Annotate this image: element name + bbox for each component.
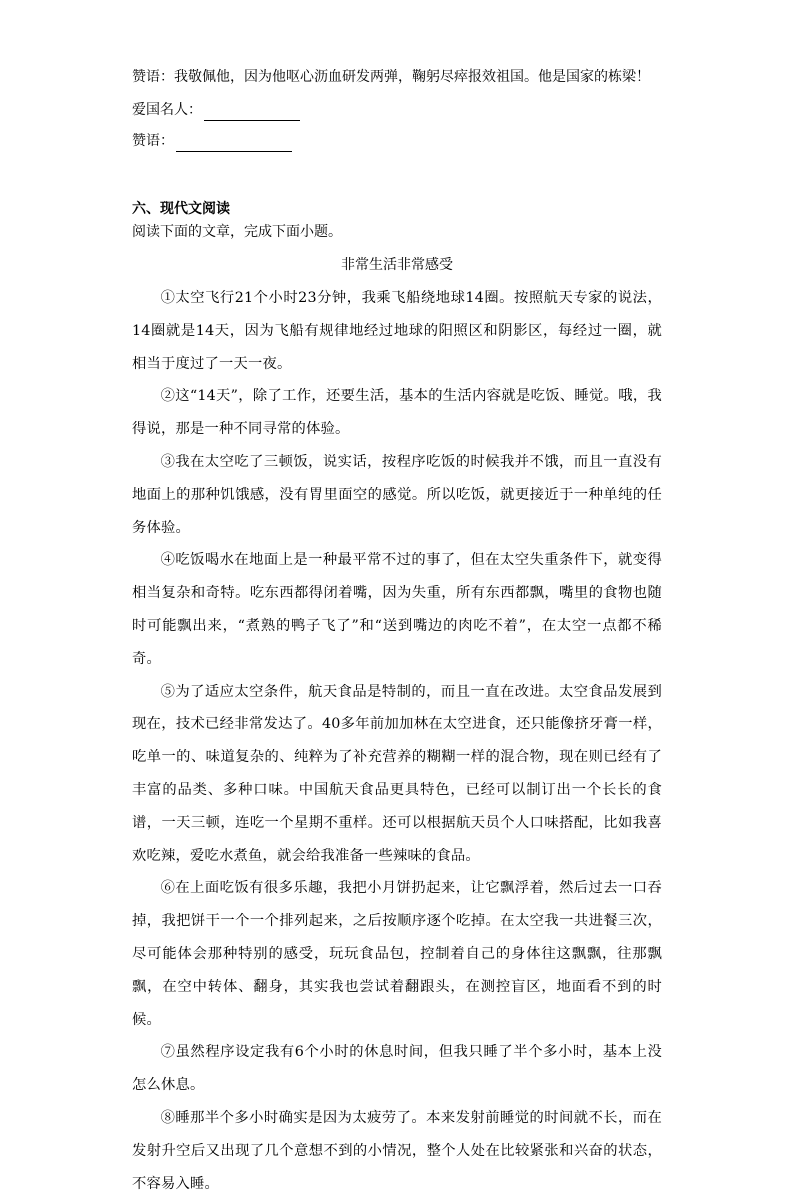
article-paragraph: ③我在太空吃了三顿饭，说实话，按程序吃饭的时候我并不饿，而且一直没有地面上的那种饥饿感，没有胃里面空的感觉。所以吃饭，就更接近于一种单纯的任务体验。	[132, 453, 662, 536]
article-paragraph: ⑥在上面吃饭有很多乐趣，我把小月饼扔起来，让它飘浮着，然后过去一口吞掉，我把饼干一个一个排列起来，之后按顺序逐个吃掉。在太空我一共进餐三次，尽可能体会那种特别的感受，玩玩食品包，控制着自己的身体往这飘飘，往那飘飘，在空中转体、翻身，其实我也尝试着翻跟头，在测控盲区，地面看不到的时候。	[132, 880, 662, 1028]
praise-row	[132, 130, 292, 152]
article-paragraph: ⑤为了适应太空条件，航天食品是特制的，而且一直在改进。太空食品发展到现在，技术已经非常发达了。40多年前加加林在太空进食，还只能像挤牙膏一样，吃单一的、味道复杂的、纯粹为了补充营养的糊糊一样的混合物，现在则已经有了丰富的品类、多种口味。中国航天食品更具特色，已经可以制订出一个长长的食谱，一天三顿，连吃一个星期不重样。还可以根据航天员个人口味搭配，比如我喜欢吃辣，爱吃水煮鱼，就会给我准备一些辣味的食品。	[132, 683, 662, 864]
praise-answer-line: 赞语：我敬佩他，因为他呕心沥血研发两弹，鞠躬尽瘁报效祖国。他是国家的栋梁！	[132, 69, 650, 85]
praise-label: 赞语：	[132, 133, 174, 149]
article-paragraph: ②这“14天”，除了工作，还要生活，基本的生活内容就是吃饭、睡觉。哦，我得说，那是一种不同寻常的体验。	[132, 388, 662, 438]
praise-blank[interactable]	[176, 135, 292, 152]
article-paragraph: ④吃饭喝水在地面上是一种最平常不过的事了，但在太空失重条件下，就变得相当复杂和奇特。吃东西都得闭着嘴，因为失重，所有东西都飘，嘴里的食物也随时可能飘出来，“煮熟的鸭子飞了”和“送到嘴边的肉吃不着”，在太空一点都不稀奇。	[132, 552, 662, 667]
section-heading: 六、现代文阅读	[132, 201, 230, 217]
patriot-name-label: 爱国名人：	[132, 102, 202, 118]
article-title: 非常生活非常感受	[341, 257, 453, 273]
patriot-name-blank[interactable]	[204, 104, 300, 121]
article-paragraph: ⑧睡那半个多小时确实是因为太疲劳了。本来发射前睡觉的时间就不长，而在发射升空后又出现了几个意想不到的小情况，整个人处在比较紧张和兴奋的状态，不容易入睡。	[132, 1109, 662, 1192]
section-instruction: 阅读下面的文章，完成下面小题。	[132, 224, 342, 240]
patriot-name-row	[132, 99, 300, 121]
article-paragraph: ①太空飞行21个小时23分钟，我乘飞船绕地球14圈。按照航天专家的说法，14圈就是14天，因为飞船有规律地经过地球的阳照区和阴影区，每经过一圈，就相当于度过了一天一夜。	[132, 290, 662, 372]
article-body	[132, 282, 662, 1200]
article-paragraph: ⑦虽然程序设定我有6个小时的休息时间，但我只睡了半个多小时，基本上没怎么休息。	[132, 1044, 662, 1094]
